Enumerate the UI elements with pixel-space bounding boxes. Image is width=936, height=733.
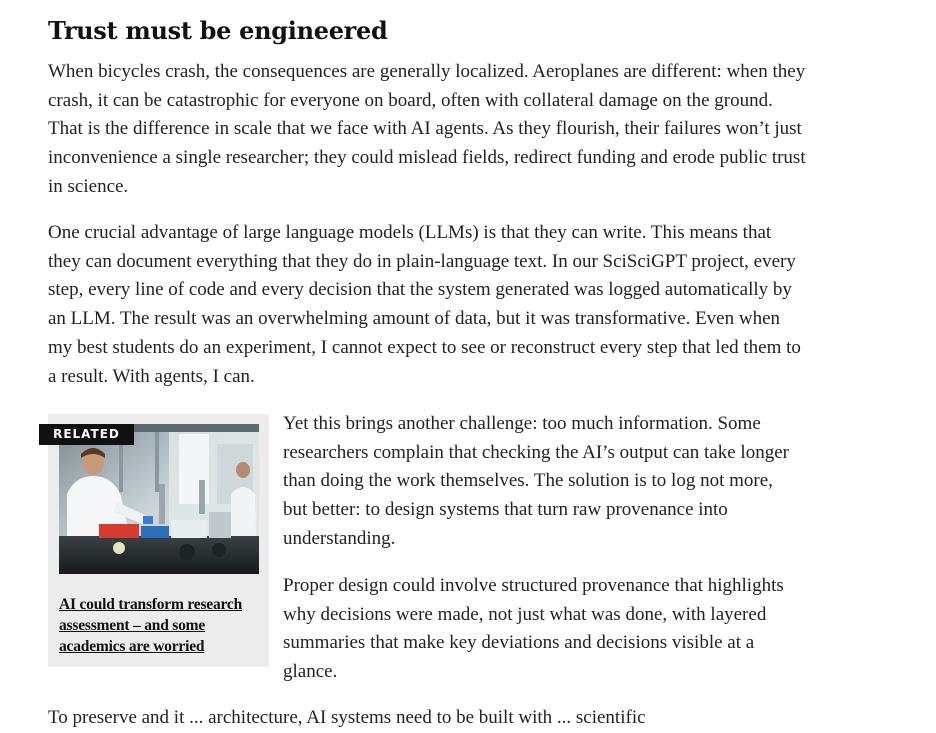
related-badge: RELATED bbox=[39, 424, 134, 445]
article-paragraph: Yet this brings another challenge: too much information. Some researchers complain that checking the AI’s output can take longer than doing the work themselves. The solution is to log not more, but better: to design systems that turn raw provenance into understanding. bbox=[283, 413, 789, 549]
laboratory-photo-icon[interactable] bbox=[59, 424, 259, 574]
article-paragraph: One crucial advantage of large language models (LLMs) is that they can write. This means that they can document everything that they do in plain-language text. In our SciSciGPT project, every step, every line of code and every decision that the system generated was logged automatically by an LLM. The result was an overwhelming amount of data, but it was transformative. Even when my best students do an experiment, I cannot expect to see or reconstruct every step that led them to a result. With agents, I can. bbox=[48, 222, 801, 387]
section-heading: Trust must be engineered bbox=[48, 16, 388, 45]
article-paragraph: When bicycles crash, the consequences are generally localized. Aeroplanes are different: when they crash, it can be catastrophic for everyone on board, often with collateral damage on the ground. That is the difference in scale that we face with AI agents. As they flourish, their failures won’t just inconvenience a single researcher; they could mislead fields, redirect funding and erode public trust in science. bbox=[48, 61, 806, 197]
article-paragraph: Proper design could involve structured provenance that highlights why decisions were made, not just what was done, with layered summaries that make key deviations and decisions visible at a glance. bbox=[283, 575, 784, 683]
article-paragraph-partial: To preserve and it ... architecture, AI systems need to be built with ... scientific bbox=[48, 707, 646, 728]
related-article-link[interactable]: AI could transform research assessment – and some academics are worried bbox=[59, 596, 243, 655]
